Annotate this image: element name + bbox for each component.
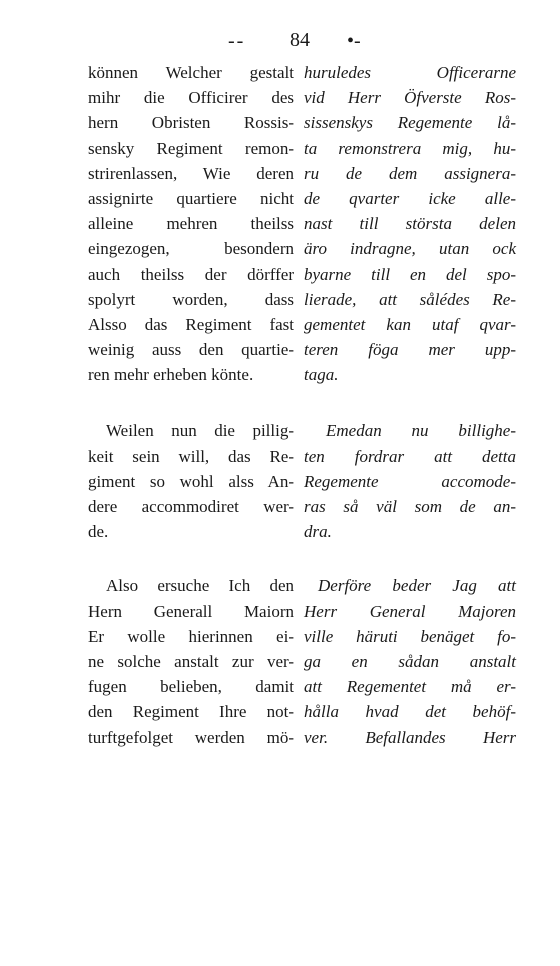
header-mark-right: •- <box>347 30 361 52</box>
text-line: Alsso das Regiment fast <box>88 314 294 334</box>
text-line: ne solche anstalt zur ver- <box>88 651 294 671</box>
text-line: att Regementet må er- <box>304 677 516 697</box>
text-line: sensky Regiment remon- <box>88 138 294 158</box>
text-line: auch theilss der dörffer <box>88 264 294 284</box>
text-line: Also ersuche Ich den <box>106 576 294 596</box>
text-line: gementet kan utaf qvar- <box>304 314 516 334</box>
text-line: den Regiment Ihre not- <box>88 702 294 722</box>
text-line: assignirte quartiere nicht <box>88 188 294 208</box>
swedish-paragraph-3 <box>304 573 516 749</box>
text-line: vid Herr Öfverste Ros- <box>304 88 516 108</box>
text-line: Er wolle hierinnen ei- <box>88 626 294 646</box>
text-line: fugen belieben, damit <box>88 677 294 697</box>
text-line: lierade, att sålédes Re- <box>304 289 516 309</box>
paragraph-gap <box>88 544 294 573</box>
text-line: äro indragne, utan ock <box>304 239 516 259</box>
paragraph-gap <box>304 387 516 418</box>
text-line: Weilen nun die pillig- <box>106 421 294 441</box>
text-line: Emedan nu billighe- <box>326 421 516 441</box>
text-line: ras så väl som de an- <box>304 497 516 516</box>
german-paragraph-3 <box>88 573 294 749</box>
header-dash-left: -- <box>228 30 246 52</box>
swedish-column <box>304 60 516 750</box>
text-line: de qvarter icke alle- <box>304 188 516 208</box>
text-line: dere accommodiret wer- <box>88 497 294 516</box>
text-line: ta remonstrera mig, hu- <box>304 138 516 158</box>
text-line: sissenskys Regemente lå- <box>304 113 516 133</box>
page-header <box>0 24 560 54</box>
text-line: hålla hvad det behöf- <box>304 702 516 722</box>
text-line: können Welcher gestalt <box>88 63 294 82</box>
text-line: ru de dem assignera- <box>304 163 516 183</box>
text-line: eingezogen, besondern <box>88 239 294 259</box>
text-line: de. <box>88 522 109 542</box>
text-line: strirenlassen, Wie deren <box>88 163 294 183</box>
text-line: ren mehr erheben könte. <box>88 365 254 385</box>
text-line: ten fordrar att detta <box>304 446 516 466</box>
text-line: spolyrt worden, dass <box>88 289 294 309</box>
text-line: ver. Befallandes Herr <box>304 727 516 747</box>
swedish-paragraph-1 <box>304 60 516 387</box>
text-line: ville häruti benäget fo- <box>304 626 516 646</box>
page-number: 84 <box>290 29 310 51</box>
text-line: Herr General Majoren <box>304 601 516 621</box>
swedish-paragraph-2 <box>304 418 516 544</box>
text-line: ga en sådan anstalt <box>304 651 516 671</box>
text-line: taga. <box>304 365 339 385</box>
german-paragraph-1 <box>88 60 294 387</box>
text-line: nast till största delen <box>304 214 516 234</box>
text-line: mihr die Officirer des <box>88 88 294 108</box>
text-line: dra. <box>304 522 332 542</box>
text-line: Derföre beder Jag att <box>318 576 516 596</box>
text-line: giment so wohl alss An- <box>88 471 294 491</box>
text-line: byarne till en del spo- <box>304 264 516 284</box>
text-line: Hern Generall Maiorn <box>88 601 294 621</box>
german-column <box>88 60 294 750</box>
paragraph-gap <box>304 544 516 573</box>
german-paragraph-2 <box>88 418 294 544</box>
text-line: Regemente accomode- <box>304 471 516 491</box>
paragraph-gap <box>88 387 294 418</box>
text-line: teren föga mer upp- <box>304 340 516 360</box>
text-line: turftgefolget werden mö- <box>88 727 294 747</box>
text-line: huruledes Officerarne <box>304 63 516 82</box>
text-line: alleine mehren theilss <box>88 214 294 234</box>
text-line: weinig auss den quartie- <box>88 340 294 360</box>
text-line: hern Obristen Rossis- <box>88 113 294 133</box>
text-line: keit sein will, das Re- <box>88 446 294 466</box>
